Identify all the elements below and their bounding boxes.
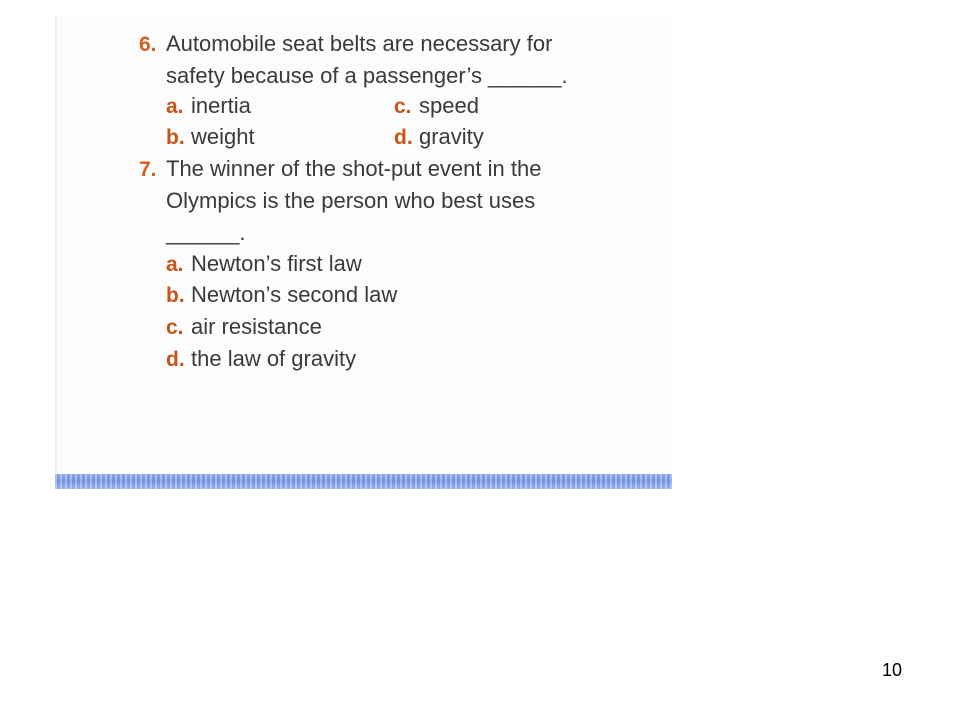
question-6-option-b-text: weight [191,124,255,149]
question-7-option-a-letter: a. [166,253,184,276]
question-6-option-a-letter: a. [166,95,184,118]
question-7-line-1: The winner of the shot-put event in the [166,156,542,181]
question-6-option-c-letter: c. [394,95,412,118]
question-7-line-3: ______. [166,220,246,245]
question-6-option-c-text: speed [419,93,479,118]
question-6-option-d-text: gravity [419,124,484,149]
page-number: 10 [881,660,902,680]
question-7-option-b-text: Newton’s second law [191,282,398,307]
question-6-line-2: safety because of a passenger’s ______. [166,63,568,88]
blue-page-border-bar [55,474,672,489]
question-6-option-b-letter: b. [166,126,185,149]
question-7-option-c-text: air resistance [191,314,322,339]
question-7-option-c-letter: c. [166,316,184,339]
question-7-option-d-text: the law of gravity [191,346,357,371]
question-7-option-d-letter: d. [166,348,185,371]
question-7-option-a-text: Newton’s first law [191,251,362,276]
question-7-line-2: Olympics is the person who best uses [166,188,536,213]
question-6-line-1: Automobile seat belts are necessary for [166,31,553,56]
scanned-textbook-page [55,15,672,489]
question-7-option-b-letter: b. [166,284,185,307]
question-7-number: 7. [139,158,157,181]
question-6-option-a-text: inertia [191,93,251,118]
question-6-number: 6. [139,33,157,56]
question-6-option-d-letter: d. [394,126,413,149]
